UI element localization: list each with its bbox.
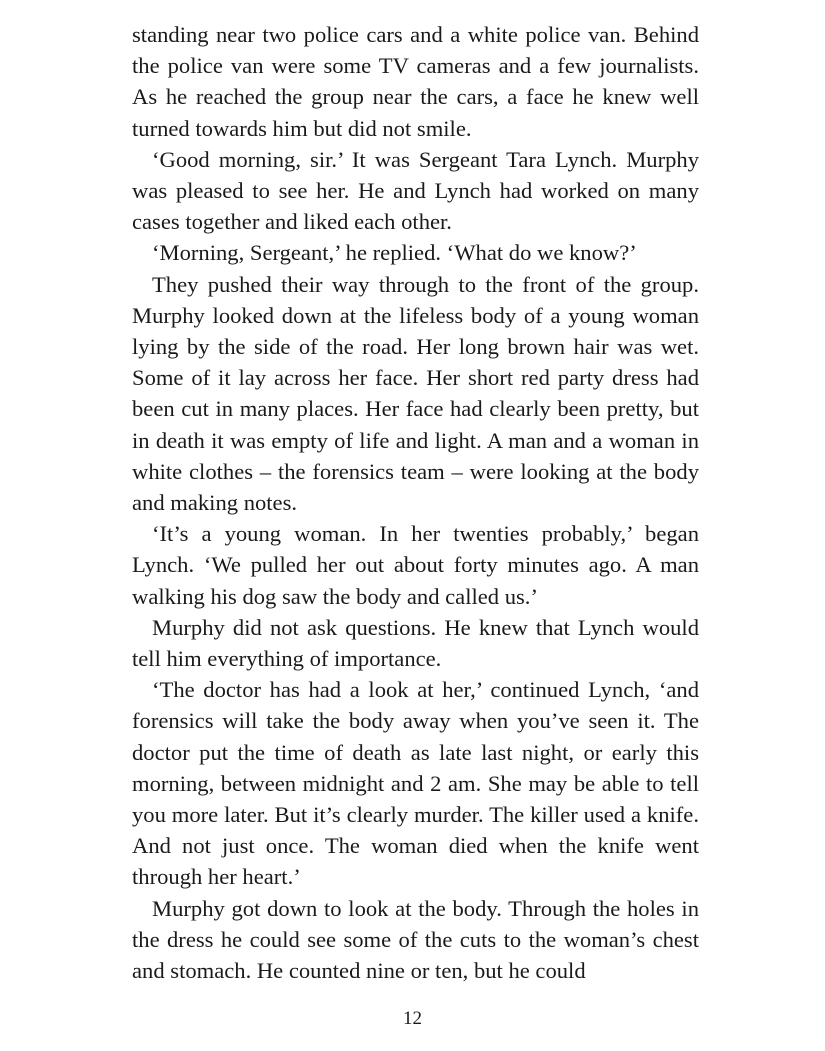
paragraph-look-at-body: Murphy got down to look at the body. Through the holes in the dress he could see some of the cuts to the woman’s chest and stomach. He counted nine or ten, but he could: [132, 895, 699, 984]
paragraph-continuation: standing near two police cars and a white police van. Behind the police van were some TV cameras and a few journalists. As he reached the group near the cars, a face he knew well turned towards him but did not smile.: [132, 22, 699, 141]
paragraph-young-woman: ‘It’s a young woman. In her twenties probably,’ began Lynch. ‘We pulled her out about forty minutes ago. A man walking his dog saw the body and called us.’: [132, 521, 699, 609]
paragraph-good-morning: ‘Good morning, sir.’ It was Sergeant Tara Lynch. Murphy was pleased to see her. He and Lynch had worked on many cases together and liked each other.: [132, 146, 699, 235]
paragraph-no-questions: Murphy did not ask questions. He knew that Lynch would tell him everything of importance.: [132, 614, 699, 672]
paragraph-front-of-group: They pushed their way through to the front of the group. Murphy looked down at the lifeless body of a young woman lying by the side of the road. Her long brown hair was wet. Some of it lay across her face. Her short red party dress had been cut in many places. Her face had clearly been pretty, but in death it was empty of life and light. A man and a woman in white clothes – the forensics team – were looking at the body and making notes.: [132, 271, 699, 516]
paragraph-doctor: ‘The doctor has had a look at her,’ continued Lynch, ‘and forensics will take the body away when you’ve seen it. The doctor put the time of death as late last night, or early this morning, between midnight and 2 am. She may be able to tell you more later. But it’s clearly murder. The killer used a knife. And not just once. The woman died when the knife went through her heart.’: [132, 677, 699, 890]
paragraph-morning-sergeant: ‘Morning, Sergeant,’ he replied. ‘What do we know?’: [152, 240, 637, 266]
page-number: 12: [403, 1008, 422, 1029]
body-text: [132, 19, 699, 986]
